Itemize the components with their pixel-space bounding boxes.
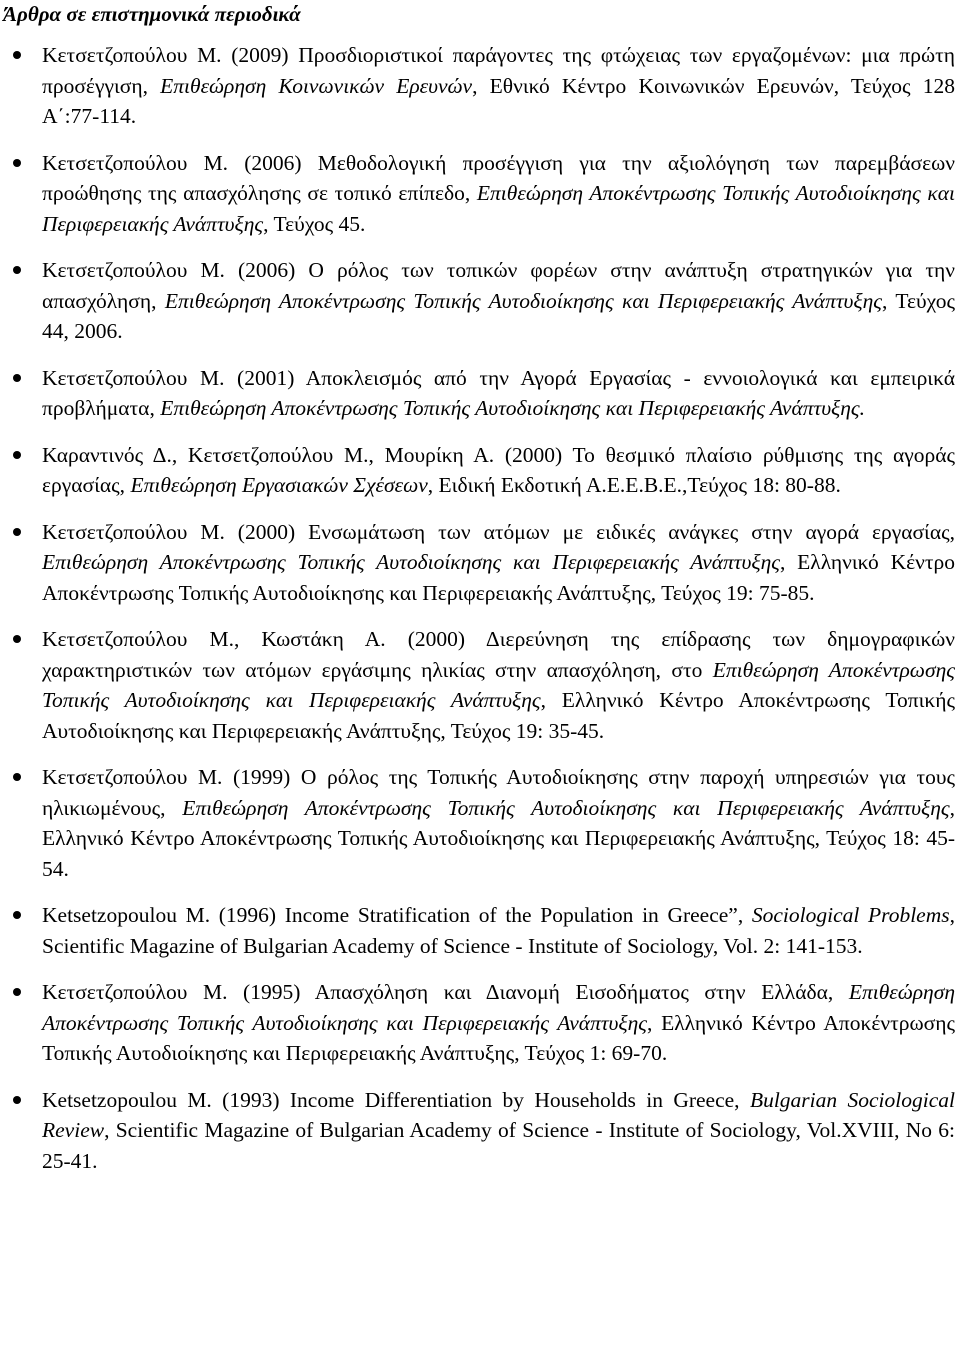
journal-title: Επιθεώρηση Αποκέντρωσης Τοπικής Αυτοδιοίκησης και Περιφερειακής Ανάπτυξης. — [160, 396, 866, 420]
journal-title: Επιθεώρηση Αποκέντρωσης Τοπικής Αυτοδιοίκησης και Περιφερειακής Ανάπτυξης — [182, 795, 950, 820]
reference-item — [0, 900, 960, 961]
journal-title: Επιθεώρηση Αποκέντρωσης Τοπικής Αυτοδιοίκησης και Περιφερειακής Ανάπτυξης — [42, 550, 780, 574]
reference-tail: , Ελληνικό Κέντρο Αποκέντρωσης Τοπικής Αυτοδιοίκησης και Περιφερειακής Ανάπτυξης, Τεύχος 1: 69-70. — [42, 1010, 955, 1065]
journal-title: Επιθεώρηση Εργασιακών Σχέσεων — [130, 473, 428, 497]
reference-item — [0, 762, 960, 884]
reference-text: Ketsetzopoulou M. (1993) Income Differentiation by Households in Greece, — [42, 1087, 750, 1112]
reference-text: Ketsetzopoulou M. (1996) Income Stratification of the Population in Greece”, — [42, 903, 752, 927]
reference-text: Κετσετζοπούλου Μ. (1999) Ο ρόλος της Τοπικής Αυτοδιοίκησης στην παροχή υπηρεσιών για τους ηλικιωμένους, — [42, 765, 955, 820]
bullet-icon — [13, 911, 21, 919]
reference-tail: , Ελληνικό Κέντρο Αποκέντρωσης Τοπικής Αυτοδιοίκησης και Περιφερειακής Ανάπτυξης, Τεύχος 18: 45-54. — [42, 795, 955, 881]
bullet-icon — [13, 635, 21, 643]
reference-tail: , Ελληνικό Κέντρο Αποκέντρωσης Τοπικής Αυτοδιοίκησης και Περιφερειακής Ανάπτυξης, Τεύχος 19: 75-85. — [42, 550, 955, 605]
bullet-icon — [13, 374, 21, 382]
journal-title: Επιθεώρηση Αποκέντρωσης Τοπικής Αυτοδιοίκησης και Περιφερειακής Ανάπτυξης — [42, 980, 955, 1035]
bullet-icon — [13, 451, 21, 459]
bullet-icon — [13, 988, 21, 996]
reference-list — [0, 40, 960, 1192]
section-heading: Άρθρα σε επιστημονικά περιοδικά — [3, 2, 301, 26]
reference-text: Κετσετζοπούλου Μ. (2006) Ο ρόλος των τοπικών φορέων στην ανάπτυξη στρατηγικών για την απασχόληση, — [42, 258, 955, 313]
journal-title: Επιθεώρηση Αποκέντρωσης Τοπικής Αυτοδιοίκησης και Περιφερειακής Ανάπτυξης — [42, 657, 955, 712]
bullet-icon — [13, 266, 21, 274]
reference-item — [0, 363, 960, 424]
journal-title: Bulgarian Sociological Review — [42, 1087, 955, 1142]
reference-text: Καραντινός Δ., Κετσετζοπούλου Μ., Μουρίκη Α. (2000) Το θεσμικό πλαίσιο ρύθμισης της αγοράς εργασίας, — [42, 442, 955, 497]
reference-item — [0, 517, 960, 609]
reference-item — [0, 40, 960, 132]
reference-text: Κετσετζοπούλου Μ. (2001) Αποκλεισμός από την Αγορά Εργασίας - εννοιολογικά και εμπειρικά προβλήματα, — [42, 365, 955, 420]
reference-item — [0, 440, 960, 501]
reference-text: Κετσετζοπούλου Μ., Κωστάκη Α. (2000) Διερεύνηση της επίδρασης των δημογραφικών χαρακτηριστικών των ατόμων εργάσιμης ηλικίας στην απασχόληση, στο — [42, 627, 955, 682]
reference-tail: , Scientific Magazine of Bulgarian Academy of Science - Institute of Sociology, Vol. 2: 141-153. — [42, 903, 955, 958]
reference-tail: , Ειδική Εκδοτική Α.Ε.Ε.Β.Ε.,Τεύχος 18: 80-88. — [427, 473, 841, 497]
reference-tail: , Scientific Magazine of Bulgarian Academy of Science - Institute of Sociology, Vol.XVIII, No 6: 25-41. — [42, 1118, 955, 1173]
reference-tail: , Εθνικό Κέντρο Κοινωνικών Ερευνών, Τεύχος 128 Α΄:77-114. — [42, 73, 955, 128]
journal-title: Sociological Problems — [751, 903, 950, 927]
reference-text: Κετσετζοπούλου Μ. (2000) Ενσωμάτωση των ατόμων με ειδικές ανάγκες στην αγορά εργασίας, — [42, 519, 955, 544]
reference-item — [0, 624, 960, 746]
bullet-icon — [13, 528, 21, 536]
journal-title: Επιθεώρηση Αποκέντρωσης Τοπικής Αυτοδιοίκησης και Περιφερειακής Ανάπτυξης — [164, 288, 882, 313]
reference-item — [0, 148, 960, 240]
reference-tail: , Τεύχος 44, 2006. — [42, 288, 955, 343]
journal-title: Επιθεώρηση Αποκέντρωσης Τοπικής Αυτοδιοίκησης και Περιφερειακής Ανάπτυξης — [42, 181, 955, 236]
reference-item — [0, 977, 960, 1069]
reference-item — [0, 1085, 960, 1177]
bullet-icon — [13, 159, 21, 167]
journal-title: Επιθεώρηση Κοινωνικών Ερευνών — [160, 73, 473, 98]
bullet-icon — [13, 51, 21, 59]
reference-item — [0, 255, 960, 347]
reference-tail: , Ελληνικό Κέντρο Αποκέντρωσης Τοπικής Αυτοδιοίκησης και Περιφερειακής Ανάπτυξης, Τεύχος 19: 35-45. — [42, 688, 955, 743]
bullet-icon — [13, 1096, 21, 1104]
reference-text: Κετσετζοπούλου Μ. (1995) Απασχόληση και Διανομή Εισοδήματος στην Ελλάδα, — [42, 980, 849, 1004]
reference-tail: , Τεύχος 45. — [263, 211, 366, 236]
bullet-icon — [13, 773, 21, 781]
reference-text: Κετσετζοπούλου Μ. (2009) Προσδιοριστικοί παράγοντες της φτώχειας των εργαζομένων: μια πρώτη προσέγγιση, — [42, 43, 955, 98]
reference-text: Κετσετζοπούλου Μ. (2006) Μεθοδολογική προσέγγιση για την αξιολόγηση των παρεμβάσεων προώθησης της απασχόλησης σε τοπικό επίπεδο, — [42, 150, 955, 205]
